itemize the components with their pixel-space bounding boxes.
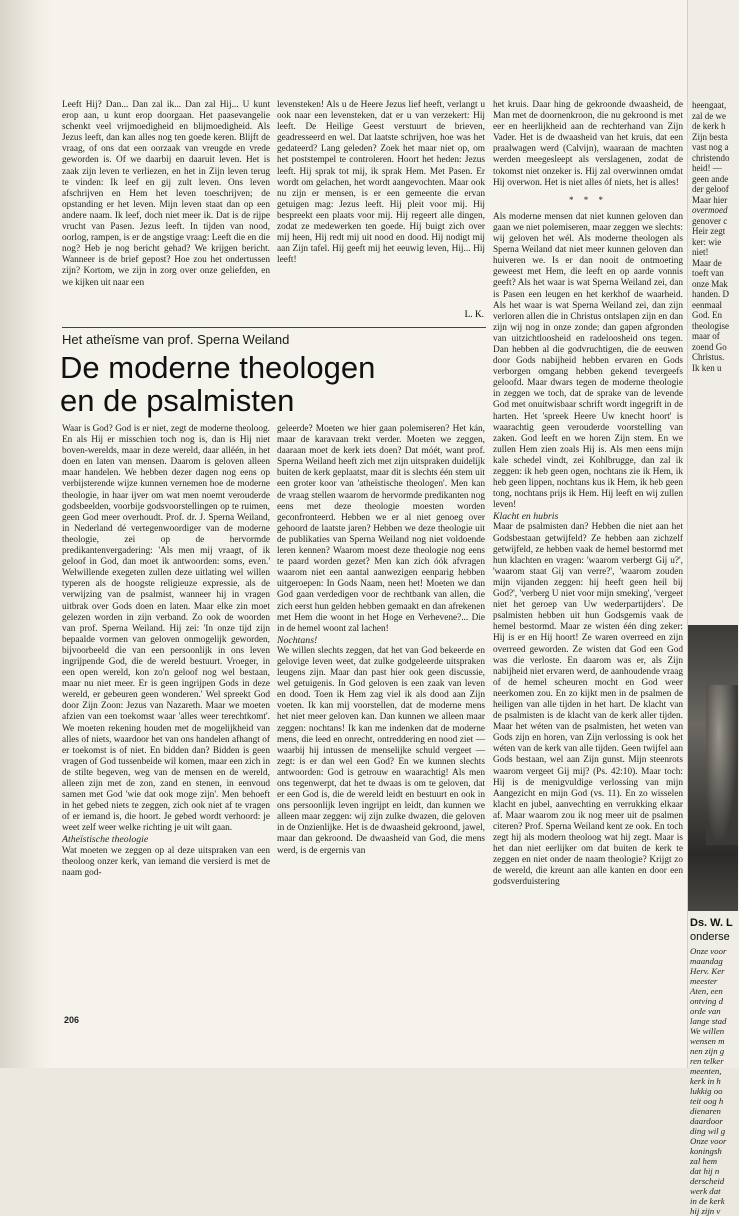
- section-rule: [62, 327, 486, 328]
- caption-line: daardoor: [690, 1116, 723, 1126]
- caption-line: ding wil g: [690, 1126, 726, 1136]
- caption-line: derscheid: [690, 1176, 725, 1186]
- portrait-photo: [688, 625, 738, 911]
- edge-line: Christus.: [692, 352, 725, 362]
- edge-line: niet!: [692, 247, 709, 257]
- photo-caption-text: [690, 946, 738, 1216]
- top-article-column-2: [277, 100, 485, 266]
- col1-tail-text: Wat moeten we zeggen op al deze uitspraken van een theoloog onzer kerk, van iemand die versierd is met de naam god-: [62, 845, 270, 878]
- edge-line: genover c: [692, 215, 728, 226]
- photo-caption-title: onderse: [690, 931, 730, 943]
- caption-line: meenten,: [690, 1066, 722, 1076]
- article-column-2: [277, 424, 485, 857]
- edge-line: Zijn besta: [692, 131, 728, 142]
- portrait-figure: [706, 685, 738, 845]
- caption-line: wensen m: [690, 1036, 725, 1046]
- col3-text: het kruis. Daar hing de gekroonde dwaasheid, de Man met de doornenkroon, die nu gekroond is met eer en heerlijkheid aan de rechterhand van Zijn Vader. Het is de dwaasheid van het kruis, dat een praalwagen werd (Calvijn), waaraan de machten werden meegesleept als verslagenen, zodat de tokomst niet onzeker is. Hij zal overwinnen omdat Hij overwon. Het is niet alles óf niets, het is alles!: [493, 100, 683, 188]
- section-separator-stars: * * *: [569, 194, 607, 205]
- page-number: 206: [64, 1015, 80, 1025]
- caption-line: Onze voor: [690, 946, 727, 956]
- binding-gutter: [0, 0, 52, 1068]
- caption-line: Herv. Ker: [690, 966, 725, 976]
- edge-line: geen ande: [692, 173, 729, 184]
- edge-line: Maar hier: [692, 194, 728, 205]
- caption-line: ren telker: [690, 1056, 724, 1066]
- edge-line: Ik ken u: [692, 362, 722, 373]
- caption-line: zal hem: [690, 1156, 718, 1166]
- caption-line: meester: [690, 976, 718, 986]
- edge-line: overmoed: [692, 205, 728, 215]
- photo-caption-name: Ds. W. L: [690, 917, 733, 929]
- edge-line: heid! —: [692, 163, 722, 173]
- caption-line: lange stad: [690, 1016, 727, 1026]
- caption-line: nen zijn g: [690, 1046, 725, 1056]
- caption-line: in de kerk: [690, 1196, 725, 1206]
- edge-line: heengaat,: [692, 100, 727, 110]
- edge-line: ker: wie: [692, 236, 722, 247]
- subheading-klacht-en-hubris: Klacht en hubris: [493, 511, 559, 523]
- col2-tail-text: We willen slechts zeggen, dat het van God bekeerde en gelovige leven weet, dat zulke godgeleerde uitspraken leugens zijn. Maar dan past hier ook geen discussie, wel getuigenis. In God geloven is een zaak van leven en dood. Toen ik Hem zag viel ik als dood aan Zijn voeten. Ik kan mij voorstellen, dat de moderne mens het niet meer geloven kan. Dan kunnen we alleen maar zeggen: nochtans! Ik kan me indenken dat de moderne mens, die leed en onrecht, ontreddering en nood ziet — waarbij hij intussen de menselijke schuld vergeet — zegt: is er dan wel een God? En we kunnen slechts antwoorden: God is getrouw en waarachtig! Als men ons tegenwerpt, dat het te dwaas is om te geloven, dat er een God is, die de wereld leidt en bestuurt en ook in ons persoonlijk leven ingrijpt en leidt, dan kunnen we alleen maar zeggen: wij zijn zulke dwazen, die geloven in de Onzienlijke. Het is de dwaasheid gekroond, jawel, maar dan gekroond. De dwaasheid van God, die mens werd, is de ergernis van: [277, 645, 485, 856]
- caption-line: maandag: [690, 956, 723, 966]
- edge-line: Heir zegt: [692, 226, 726, 236]
- edge-line: theologise: [692, 320, 729, 331]
- edge-line: maar of: [692, 331, 720, 341]
- caption-line: werk dat: [690, 1186, 721, 1196]
- caption-line: orde van: [690, 1006, 721, 1016]
- edge-line: zoend Go: [692, 341, 727, 352]
- caption-line: We willen: [690, 1026, 725, 1036]
- caption-line: dienaren: [690, 1106, 721, 1116]
- caption-line: Aten, een: [690, 986, 723, 996]
- caption-line: dat hij n: [690, 1166, 720, 1176]
- edge-line: Maar de: [692, 257, 722, 268]
- edge-line: de kerk h: [692, 121, 726, 131]
- edge-line: vast nog a: [692, 142, 729, 152]
- caption-line: lukkig oo: [690, 1086, 723, 1096]
- top-article-column-1: [62, 100, 270, 289]
- edge-line: handen. D: [692, 289, 729, 299]
- edge-line: der geloof: [692, 184, 729, 194]
- edge-line: God. En: [692, 310, 722, 320]
- article-column-1: [62, 424, 270, 879]
- article-headline: De moderne theologen en de psalmisten: [60, 350, 376, 418]
- caption-line: teit oog h: [690, 1096, 724, 1106]
- top-article-col1-text: Leeft Hij? Dan... Dan zal ik... Dan zal Hij... U kunt erop aan, u kunt erop doorgaan. Het paasevangelie schenkt veel vrijmoedigheid en blijmoedigheid. Als Jezus leeft, dan kan alles nog ten goede keren. Blijft de vraag, of ons dat een oorzaak van vreugde en vrede geworden is. Of we daarbij en daaruit leven. Het is zaak zijn leven te verliezen, en het in Zijn leven terug te vinden: Ik leef en gij zult leven. Ons leven afschrijven en Hem het leven toeschrijven; de opstanding er het leven. Mijn leven staat dan op een andere naam. Ik leef, doch niet meer ik. Dat is de rijpe vrucht van Pasen. Jezus leeft. In tijden van nood, oorlog, rampen, is er de angstige vraag: Leeft die en die nog? Heb je nog bericht gehad? We krijgen bericht. Wanneer is de brief gepost? Hoe zou het ondertussen zijn? Kortom, we zijn in zorg over onze geliefden, en we kijken uit naar een: [62, 100, 270, 288]
- caption-line: hij zijn v: [690, 1206, 721, 1216]
- caption-line: kerk in h: [690, 1076, 721, 1086]
- edge-line: zal de we: [692, 110, 726, 121]
- col2-text: geleerde? Moeten we hier gaan polemiseren? Het kán, maar de karavaan trekt verder. Moeten we zeggen, daaraan moet de kerk iets doen? Dat móét, want prof. Sperna Weiland heeft zich met zijn uitspraken duidelijk buiten de kerk geplaatst, maar dit is slechts één stem uit een groter koor van 'atheïstische theologen'. Men kan de vraag stellen waarom de hervormde predikanten nog eens met deze theologie moesten worden geconfronteerd. Hebben we er al niet genoeg over gehoord de laatste jaren? Hebben we deze theologie uit de publikaties van Sperna Weiland nog niet voldoende leren kennen? Waarom moest deze theologie nog eens te paard worden gezet? Men kan zich óók afvragen waarom niet een aantal aanwezigen eenparig hebben uitgeroepen: In Gods Naam, neen het! Moeten we dan God gaan verdedigen voor de rechtbank van allen, die zich eerst hun gelden hebben gemaakt en dan afrekenen met Hem die woont in het Hoge en Verhevene?... Die in de hemel woont zal lachen!: [277, 424, 485, 634]
- article-column-3: [493, 100, 683, 889]
- article-kicker: Het atheïsme van prof. Sperna Weiland: [62, 332, 290, 347]
- edge-line: toeft van: [692, 268, 724, 278]
- col1-text: Waar is God? God is er niet, zegt de moderne theoloog. En als Hij er misschien toch nog is, dan is Hij niet boven-werelds, maar in deze wereld, daar alléén, in het doen en laten van mensen. Daarom is geloven alleen maar handelen. We hebben dezer dagen nog eens op verbijsterende wijze kunnen vernemen hoe de moderne theologie, in haar ijver om wat men noemt verouderde godsbeelden, voorbije godsvoorstellingen op te ruimen, geen God meer overhoudt. Prof. dr. J. Sperna Weiland, in Nederland dé vertegenwoordiger van de moderne theologie, zei op de hervormde predikantenvergadering: 'Als men mij vraagt, of ik geloof in God, dan moet ik antwoorden: soms, even.' Welwillende exegeten zullen deze uitlating wel willen typeren als de hoogste religieuze expressie, als de verwijzing van de psalmist, wanneer hij in vragen uitbrak over Gods doen en laten. Maar elke zin moet gelezen worden in zijn verband. Zo ook de woorden van prof. Sperna Weiland. Hij zei: 'In onze tijd zijn bepaalde vormen van geloven onmogelijk geworden, bijvoorbeeld die van een persoonlijk in ons leven ingrijpende God, die de wereld bestuurt. Vroeger, in een open wereld, kon zo'n geloof nog wel bestaan, maar nu niet meer. Er is geen ingrijpen Gods in deze wereld, er gebeuren geen wonderen.' Wel spreekt God door Zijn Zoon: Jezus van Nazareth. Maar we moeten afzien van een toekomst waar 'alles weer terechtkomt'. We moeten rekening houden met de mogelijkheid van alles of niets, waardoor het van ons handelen afhangt of er toekomst is of niet. En bidden dan? Bidden is geen vragen of God tussenbeide wil komen, maar een zich in de stilte begeven, weg van de mensen en de wereld, alleen zijn met de zon, zand en stenen, in eenvoud samen met God 'wie dat ook moge zijn'. Men behoeft in het gebed niets te zeggen, zich ook niet af te vragen of er iemand is, die hoort. Je gebed wordt verhoord: je weet zelf weer welke richting je uit wilt gaan.: [62, 424, 270, 834]
- edge-line: eenmaal: [692, 299, 722, 310]
- edge-line: christendo: [692, 152, 730, 163]
- caption-line: koningsh: [690, 1146, 722, 1156]
- top-article-col2-text: levensteken! Als u de Heere Jezus lief heeft, verlangt u ook naar een levensteken, dat er u van verzekert: Hij leeft. De Heilige Geest verstuurt de brieven, geadresseerd en wel. Dat laatste schrijven, hoe was het gedateerd? Lang geleden? Zoek het maar niet op, om het poststempel te controleren. Hoort het heden: Jezus leeft. Hij sprak tot mij, ik sprak Hem. Met Pasen. Er wordt om gelachen, het wordt aangevochten. Maar ook nu zijn er mensen, is er een gemeente die ervan getuigen mag: Jezus leeft. Hij pleit voor mij. Hij bespreekt een plaats voor mij. Hij regeert alle dingen, zodat ze medewerken ten goede. Hij buigt zich over mij heen, Hij redt mij uit nood en dood. Hij nodigt mij aan Zijn tafel. Hij geeft mij het eeuwig leven, Hij... Hij leeft!: [277, 100, 485, 266]
- edge-line: onze Mak: [692, 278, 728, 289]
- subheading-nochtans: Nochtans!: [277, 634, 318, 646]
- col3-mid-text: Als moderne mensen dat niet kunnen geloven dan gaan we niet polemiseren, maar zeggen we slechts: wij geloven het wél. Als moderne theologen als Sperna Weiland dat niet meer kunnen geloven dan huiveren we. Is er dan nooit de ontmoeting geweest met Hem, die leeft en op aarde vonnis geeft? Als het waar is wat Sperna Weiland zei, dan is Pasen een leugen en het kerkhof de waarheid. Als het waar is wat Sperna Weiland zei, dan zijn verloren allen die in Christus ontslapen zijn en dan zijn wij nog in onze zonde; dan gapen afgronden van uitzichtloosheid en radeloosheid ons tegen. Dan hebben al die godvruchtigen, die de eeuwen door Gods nabijheid hebben ervaren en Gods verborgen omgang hebben gekend tevergeefs geloofd. Maar dwars tegen de moderne theologie in zeggen we toch, dat de sprake van de levende God met onuitwisbaar schrift wordt ingegrift in de harten. Het 'spreek Heere Uw knecht hoort' is waarachtig geen verouderde voorstelling van zaken. God leeft en we horen Zijn stem. En we zullen Hem zien zoals Hij is. Als men eens mijn kale schedel vindt, zei Kohlbrugge, dan zal ik zeggen: ik heb geen ogen, nochtans zie ik Hem, ik heb geen lippen, nochtans kus ik Hem, ik heb geen tong, nochtans prijs ik Hem. Hij leeft en wij zullen leven!: [493, 211, 683, 511]
- caption-line: ontving d: [690, 996, 723, 1006]
- subheading-atheistische-theologie: Atheïstische theologie: [62, 834, 149, 846]
- signature: L. K.: [464, 310, 484, 320]
- col3-tail-text: Maar de psalmisten dan? Hebben die niet aan het Godsbestaan getwijfeld? Ze hebben aan zichzelf getwijfeld, ze hebben vaak de hemel bestormd met hun klachten en vragen: 'waarom verbergt Gij u?', 'waarom staat Gij van verre?', 'waarom zouden mijn vijanden zeggen: hij heeft geen heil bij God?', 'verberg U niet voor mijn smeking', 'vergeet niet het geroep van Uw wederpartijders'. De psalmisten hebben uit hun Godsgemis vaak de hemel bestormd. Maar ze wisten één ding zeker: Hij is er en Hij hoort! Ze waren overreed en zijn overreed geworden. Ze wisten dat God een God was die verloste. En daarom was er, als Zijn nabijheid niet ervaren werd, de aanhoudende vraag of de hemel scheuren mocht en God weer neerkomen zou. En zo kijkt men in de psalmen de heiligen van alle tijden in het hart. De klacht van de psalmisten is de klacht van de kerk aller tijden. Maar het wéten van de psalmisten, het weten van Gods zijn en horen, van Zijn verlossing is ook het wéten van de kerk van alle tijden. Geen twijfel aan Gods bestaan, wel aan Zijn gunst. Mijn steenrots waarom vergeet Gij mij? (Ps. 42:10). Maar toch: Hij is de menigvuldige verlossing van mijn Aangezicht en mijn God (vs. 11). En zo wisselen klacht en jubel, aanvechting en verrukking elkaar af. Maar waarom zou ik nog meer uit de psalmen citeren? Prof. Sperna Weiland kent ze ook. En toch zegt hij als modern theoloog wat hij zegt. Maar is het dan niet eerlijker om dat buiten de kerk te zeggen en niet onder de naam theologie? Krijgt zo de wereld, die kreunt aan alle kanten en door een godsverduistering: [493, 522, 683, 888]
- caption-line: Onze voor: [690, 1136, 727, 1146]
